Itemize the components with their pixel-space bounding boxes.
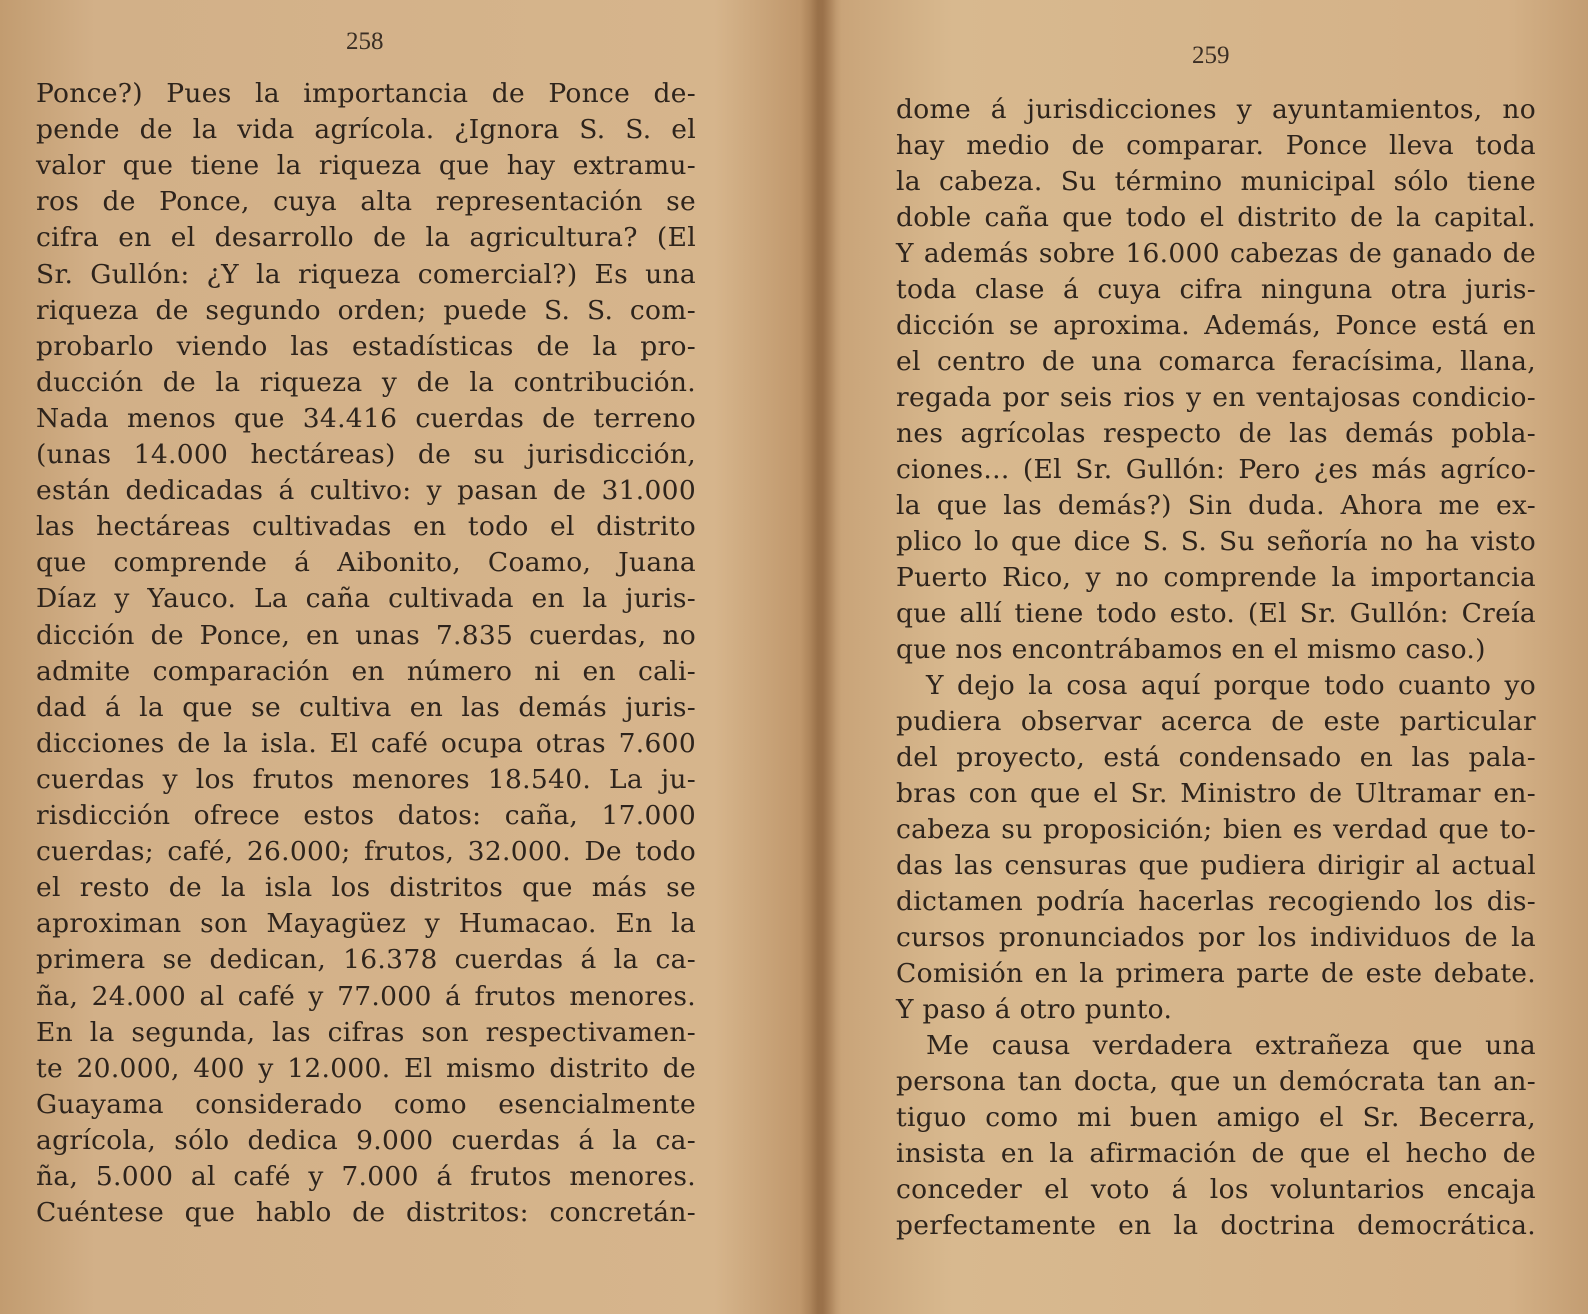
text-line: dictamen podría hacerlas recogiendo los dis- bbox=[896, 886, 1536, 917]
text-line: Y paso á otro punto. bbox=[896, 994, 1173, 1025]
text-line: En la segunda, las cifras son respectivamen- bbox=[36, 1016, 696, 1048]
text-line: aproximan son Mayagüez y Humacao. En la bbox=[36, 908, 696, 940]
text-line: dicción de Ponce, en unas 7.835 cuerdas, no bbox=[36, 619, 696, 651]
text-line: Nada menos que 34.416 cuerdas de terreno bbox=[36, 402, 696, 434]
text-line: te 20.000, 400 y 12.000. El mismo distrito de bbox=[36, 1052, 696, 1084]
text-line: cuerdas y los frutos menores 18.540. La ju- bbox=[36, 763, 696, 795]
text-line: tiguo como mi buen amigo el Sr. Becerra, bbox=[896, 1102, 1536, 1133]
text-line: primera se dedican, 16.378 cuerdas á la ca- bbox=[36, 944, 696, 976]
text-line: que comprende á Aibonito, Coamo, Juana bbox=[36, 547, 696, 579]
text-line: persona tan docta, que un demócrata tan an- bbox=[896, 1066, 1536, 1097]
text-line: Comisión en la primera parte de este debate. bbox=[896, 958, 1536, 989]
text-line: ña, 5.000 al café y 7.000 á frutos menores. bbox=[36, 1161, 696, 1192]
text-line: insista en la afirmación de que el hecho de bbox=[896, 1138, 1536, 1169]
page-number: 259 bbox=[1192, 42, 1230, 69]
text-line: (unas 14.000 hectáreas) de su jurisdicción, bbox=[36, 439, 696, 470]
text-line: probarlo viendo las estadísticas de la pro- bbox=[36, 330, 696, 362]
text-line: agrícola, sólo dedica 9.000 cuerdas á la ca- bbox=[36, 1124, 696, 1156]
text-line: regada por seis rios y en ventajosas condicio- bbox=[896, 382, 1536, 413]
text-line: cursos pronunciados por los individuos de la bbox=[896, 922, 1536, 953]
text-line: plico lo que dice S. S. Su señoría no ha visto bbox=[896, 526, 1536, 557]
text-line: das las censuras que pudiera dirigir al actual bbox=[896, 850, 1536, 881]
text-line: ros de Ponce, cuya alta representación se bbox=[36, 186, 696, 218]
text-line: pudiera observar acerca de este particular bbox=[896, 706, 1536, 737]
text-line: bras con que el Sr. Ministro de Ultramar en- bbox=[896, 778, 1536, 809]
text-line: Ponce?) Pues la importancia de Ponce de- bbox=[36, 78, 696, 109]
text-line: están dedicadas á cultivo: y pasan de 31.000 bbox=[36, 475, 696, 507]
text-line: Cuéntese que hablo de distritos: concretán- bbox=[36, 1197, 696, 1229]
text-line: dicciones de la isla. El café ocupa otras 7.600 bbox=[36, 727, 696, 759]
text-line: Puerto Rico, y no comprende la importancia bbox=[896, 562, 1536, 593]
book-gutter bbox=[800, 0, 836, 1314]
text-line: que allí tiene todo esto. (El Sr. Gullón: Creía bbox=[896, 598, 1536, 629]
text-line: hay medio de comparar. Ponce lleva toda bbox=[896, 130, 1536, 161]
text-line: Díaz y Yauco. La caña cultivada en la juris- bbox=[36, 583, 696, 615]
text-line: dad á la que se cultiva en las demás juris- bbox=[36, 691, 696, 723]
text-line: valor que tiene la riqueza que hay extramu- bbox=[36, 150, 696, 182]
text-line: que nos encontrábamos en el mismo caso.) bbox=[896, 634, 1486, 665]
text-line: doble caña que todo el distrito de la capital. bbox=[896, 202, 1536, 233]
text-line: ducción de la riqueza y de la contribución. bbox=[36, 366, 696, 398]
text-line: la cabeza. Su término municipal sólo tiene bbox=[896, 166, 1536, 197]
text-line: Y además sobre 16.000 cabezas de ganado de bbox=[896, 238, 1536, 269]
text-line: pende de la vida agrícola. ¿Ignora S. S. el bbox=[36, 114, 696, 146]
text-line: ciones... (El Sr. Gullón: Pero ¿es más agríco- bbox=[896, 454, 1536, 485]
page-number: 258 bbox=[346, 28, 384, 55]
text-line: dicción se aproxima. Además, Ponce está en bbox=[896, 310, 1536, 341]
text-line: toda clase á cuya cifra ninguna otra juris- bbox=[896, 274, 1536, 305]
text-line: dome á jurisdicciones y ayuntamientos, no bbox=[896, 94, 1536, 125]
text-line: del proyecto, está condensado en las pala- bbox=[896, 742, 1536, 773]
text-line: Sr. Gullón: ¿Y la riqueza comercial?) Es una bbox=[36, 258, 696, 290]
text-line: el centro de una comarca feracísima, llana, bbox=[896, 346, 1536, 377]
text-line: el resto de la isla los distritos que más se bbox=[36, 872, 696, 904]
text-line: la que las demás?) Sin duda. Ahora me ex- bbox=[896, 490, 1536, 521]
text-line: nes agrícolas respecto de las demás pobla- bbox=[896, 418, 1536, 449]
text-line: cifra en el desarrollo de la agricultura? (El bbox=[36, 222, 696, 254]
text-line: Me causa verdadera extrañeza que una bbox=[926, 1030, 1536, 1061]
text-line: cuerdas; café, 26.000; frutos, 32.000. De todo bbox=[36, 836, 696, 868]
text-line: riqueza de segundo orden; puede S. S. com- bbox=[36, 294, 696, 326]
text-line: las hectáreas cultivadas en todo el distrito bbox=[36, 511, 696, 543]
text-line: Guayama considerado como esencialmente bbox=[36, 1088, 696, 1120]
text-line: perfectamente en la doctrina democrática. bbox=[896, 1210, 1536, 1241]
text-line: admite comparación en número ni en cali- bbox=[36, 655, 696, 687]
text-line: Y dejo la cosa aquí porque todo cuanto yo bbox=[926, 670, 1536, 701]
text-line: ña, 24.000 al café y 77.000 á frutos menores. bbox=[36, 980, 696, 1012]
text-line: risdicción ofrece estos datos: caña, 17.000 bbox=[36, 800, 696, 831]
text-line: conceder el voto á los voluntarios encaja bbox=[896, 1174, 1536, 1205]
text-line: cabeza su proposición; bien es verdad que to- bbox=[896, 814, 1536, 845]
